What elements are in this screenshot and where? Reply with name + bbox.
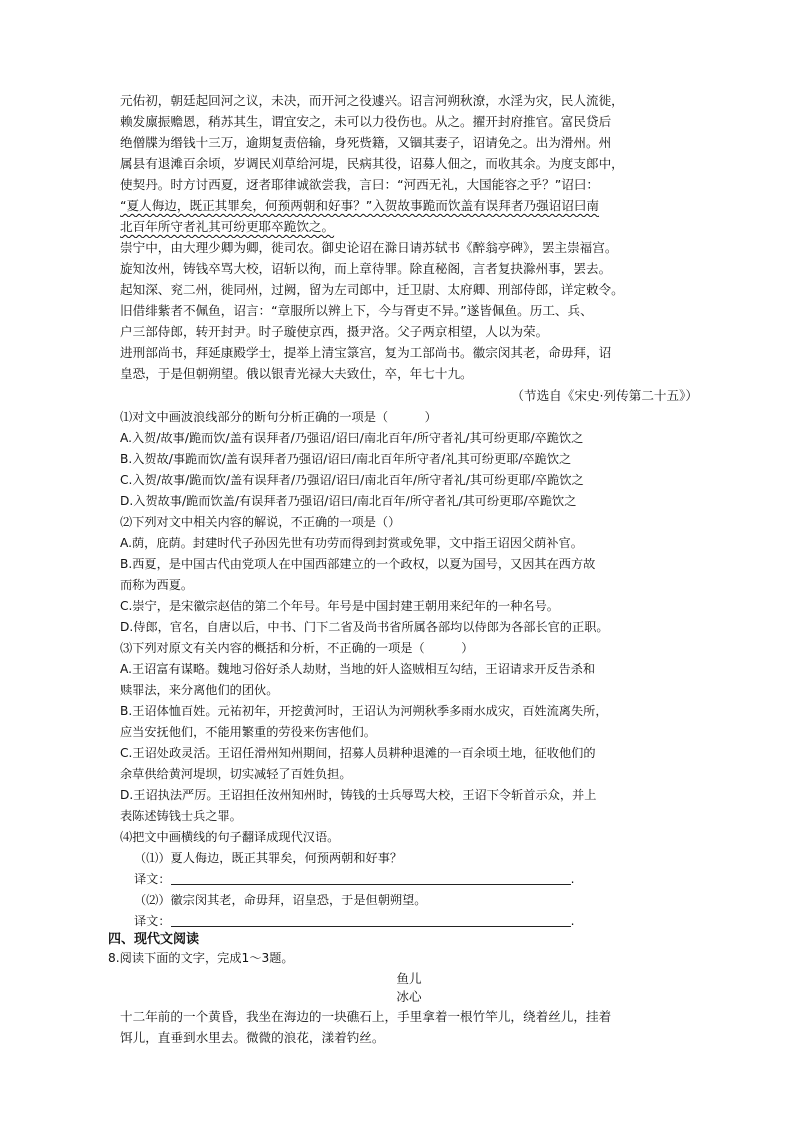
story-line: 饵儿，直垂到水里去。微微的浪花，漾着钓丝。 [120, 1030, 385, 1045]
passage-line: 绝僧牒为缗钱十三万，逾期复责倍输，身死赀籍，又锢其妻子，诏请免之。出为滑州。州 [120, 135, 612, 150]
question-2-option-b-cont: 而称为西夏。 [120, 578, 194, 592]
question-2-option-b: B.西夏，是中国古代由党项人在中国西部建立的一个政权，以夏为国号，又因其在西方故 [120, 557, 596, 571]
story-title: 鱼儿 [396, 971, 422, 986]
question-1-option-b: B.入贺故/事跪而饮/盖有误拜者乃强诏/诏曰/南北百年所守者/礼其可纷更耶/卒跪饮之 [120, 452, 572, 466]
passage-line-underlined: 北百年所守者礼其可纷更耶卒跪饮之。 [120, 219, 335, 234]
question-4-stem: ⑷把文中画横线的句子翻译成现代汉语。 [120, 830, 340, 844]
passage-line [120, 343, 698, 364]
question-4-answer-2 [134, 911, 712, 932]
question-1-option-c: C.入贺/故事/跪而饮/盖有误拜者/乃强诏/诏曰/南北百年/所守者礼/其可纷更耶/卒跪饮之 [120, 473, 584, 487]
passage-line: 皇恐，于是但朝朔望。俄以银青光禄大夫致仕，卒，年七十九。 [120, 366, 473, 381]
section-heading: 四、现代文阅读 [108, 932, 200, 947]
answer-label: 译文： [134, 914, 171, 928]
story-author: 冰心 [396, 989, 422, 1004]
story-line: 十二年前的一个黄昏，我坐在海边的一块礁石上，手里拿着一根竹竿儿，绕着丝儿，挂着 [120, 1009, 612, 1024]
question-2-stem: ⑵下列对文中相关内容的解说，不正确的一项是（） [120, 515, 401, 529]
question-1-option-d: D.入贺故事/跪而饮盖/有误拜者乃强诏/诏曰/南北百年/所守者礼/其可纷更耶/卒跪饮之 [120, 494, 577, 508]
question-3-option-d: D.王诏执法严厉。王诏担任汝州知州时，铸钱的士兵辱骂大校，王诏下令斩首示众，并上 [120, 788, 597, 802]
question-1-option-a: A.入贺/故事/跪而饮/盖有误拜者/乃强诏/诏曰/南北百年/所守者礼/其可纷更耶/卒跪饮之 [120, 431, 584, 445]
passage-line: 赖发廪振赡恩，稍苏其生，谓宜安之，未可以力役伤也。从之。擢开封府推官。富民贷后 [120, 114, 612, 129]
passage-line: 旋知汝州，铸钱卒骂大校，诏斩以徇，而上章待罪。除直秘阁，言者复抉滁州事，罢去。 [120, 261, 612, 276]
question-3-stem: ⑶下列对原文有关内容的概括和分析，不正确的一项是（ ） [120, 641, 474, 655]
question-4-sentence-1: （⑴）夏人侮边，既正其罪矣，何预两朝和好事？ [134, 851, 403, 865]
question-3-option-b-cont: 应当安抚他们，不能用繁重的劳役来伤害他们。 [120, 725, 376, 739]
question-3-option-c-cont: 余草供给黄河堤坝，切实减轻了百姓负担。 [120, 767, 352, 781]
passage-line: 旧借绯紫者不佩鱼，诏言：“章服所以辨上下，今与胥吏不异。”遂皆佩鱼。历工、兵、 [120, 303, 593, 318]
passage-line: 属县有退滩百余顷，岁调民刈草给河堤，民病其役，诏募人佃之，而收其余。为度支郎中， [120, 156, 624, 171]
question-3-option-b: B.王诏体恤百姓。元祐初年，开挖黄河时，王诏认为河朔秋季多雨水成灾，百姓流离失所， [120, 704, 608, 718]
question-3-option-d-cont: 表陈述铸钱士兵之罪。 [120, 809, 242, 823]
question-2-option-a: A.荫，庇荫。封建时代子孙因先世有功劳而得到封赏或免罪，文中指王诏因父荫补官。 [120, 536, 583, 550]
answer-line-1[interactable] [171, 870, 571, 885]
answer-end-mark: . [570, 914, 575, 928]
question-1-stem: ⑴对文中画波浪线部分的断句分析正确的一项是（ ） [120, 410, 437, 424]
passage-source: （节选自《宋史·列传第二十五》） [511, 388, 698, 403]
question-3-option-c: C.王诏处政灵活。王诏任滑州知州期间，招募人员耕种退滩的一百余顷土地，征收他们的 [120, 746, 596, 760]
passage-line-underlined: “夏人侮边，既正其罪矣，何预两朝和好事？”入贺故事跪而饮盖有误拜者乃强诏诏曰南 [120, 198, 600, 213]
question-2-option-d: D.侍郎，官名，自唐以后，中书、门下二省及尚书省所属各部均以侍郎为各部长官的正职。 [120, 620, 609, 634]
answer-line-2[interactable] [171, 912, 571, 927]
question-2-option-c: C.崇宁，是宋徽宗赵佶的第二个年号。年号是中国封建王朝用来纪年的一种名号。 [120, 599, 559, 613]
question-8-intro: 8.阅读下面的文字，完成1～3题。 [108, 951, 294, 965]
question-3-option-a-cont: 赎罪法，来分离他们的团伙。 [120, 683, 279, 697]
answer-end-mark: . [570, 872, 575, 886]
passage-line: 户三部侍郎，转开封尹。时子璇使京西，摄尹洛。父子两京相望，人以为荣。 [120, 324, 549, 339]
question-3-option-a: A.王诏富有谋略。魏地习俗好杀人劫财，当地的奸人盗贼相互勾结，王诏请求开反告杀和 [120, 662, 596, 676]
passage-line: 起知深、兖二州，徙同州，过阙，留为左司郎中，迁卫尉、太府卿、刑部侍郎，详定敕令。 [120, 282, 624, 297]
passage-line: 使契丹。时方讨西夏，迓者耶律诚欲尝我，言曰：“河西无礼，大国能容之乎？”诏曰： [120, 177, 600, 192]
question-4-sentence-2: （⑵）徽宗闵其老，命毋拜，诏皇恐，于是但朝朔望。 [134, 893, 427, 907]
passage-line: 元佑初，朝廷起回河之议，未决，而开河之役遽兴。诏言河朔秋潦，水淫为灾，民人流徙， [120, 93, 624, 108]
question-4-answer-1 [134, 869, 712, 890]
answer-label: 译文： [134, 872, 171, 886]
passage-line: 崇宁中，由大理少卿为卿，徙司农。御史论诏在滁日请苏轼书《醉翁亭碑》，罢主崇福宫。 [120, 240, 618, 255]
passage-line-part: 进刑部尚书，拜延康殿学士，提举上清宝箓宫，复为工部尚书。徽宗闵其老，命毋拜，诏 [120, 345, 612, 360]
